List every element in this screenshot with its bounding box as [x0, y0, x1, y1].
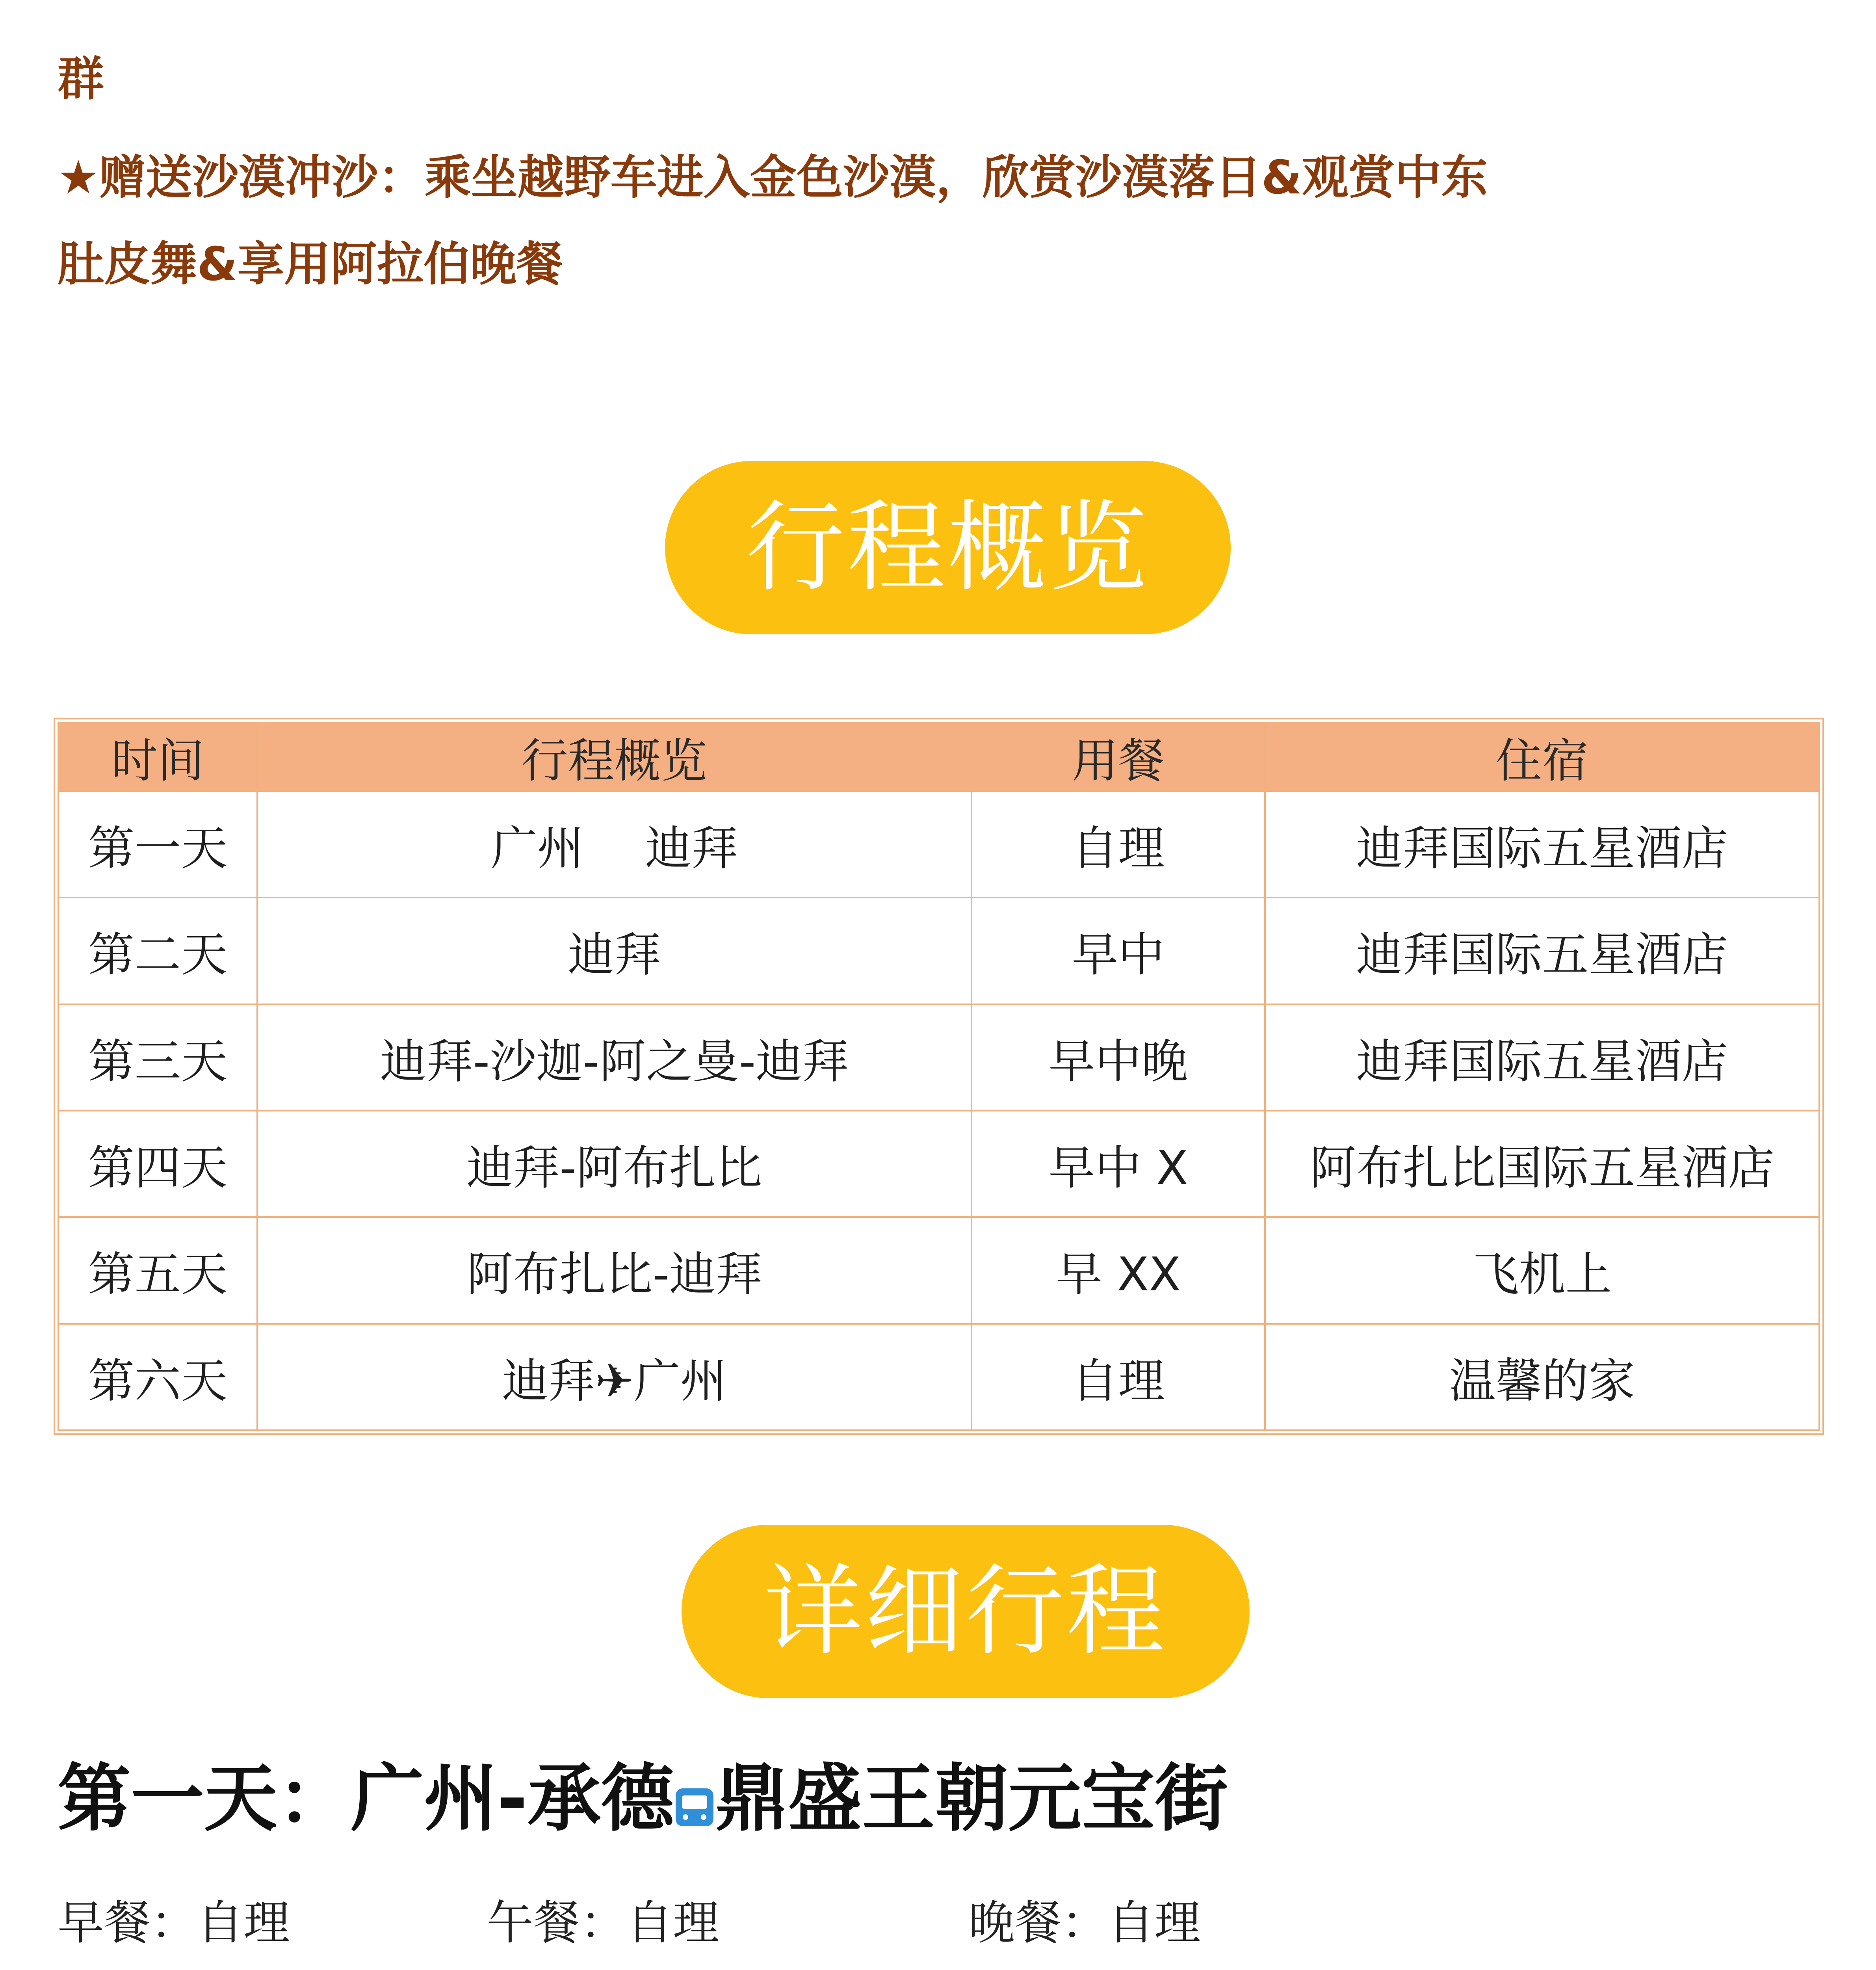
day-1-dinner: 晚餐：自理	[968, 1896, 1201, 1950]
header-route: 行程概览	[257, 723, 971, 791]
day-1-heading-part-1: 第一天：广州-承德	[58, 1756, 674, 1841]
intro-line-1: 群	[58, 52, 104, 106]
table-row	[58, 898, 1819, 1004]
day-cell: 第二天	[58, 898, 257, 1004]
table-header-row	[58, 723, 1819, 791]
route-cell: 迪拜✈广州	[257, 1324, 971, 1430]
table-row	[58, 1324, 1819, 1430]
hotel-cell: 飞机上	[1265, 1217, 1819, 1323]
route-cell: 广州 迪拜	[257, 791, 971, 898]
detail-section-title: 详细行程	[682, 1525, 1250, 1698]
intro-line-3: 肚皮舞&享用阿拉伯晚餐	[58, 237, 563, 291]
meals-cell: 自理	[971, 791, 1265, 898]
header-hotel: 住宿	[1265, 723, 1819, 791]
meals-cell: 早 XX	[971, 1217, 1265, 1323]
day-1-heading	[58, 1755, 1228, 1842]
day-1-breakfast: 早餐：自理	[58, 1896, 290, 1950]
hotel-cell: 温馨的家	[1265, 1324, 1819, 1430]
day-cell: 第六天	[58, 1324, 257, 1430]
day-cell: 第三天	[58, 1004, 257, 1111]
route-cell: 阿布扎比-迪拜	[257, 1217, 971, 1323]
day-cell: 第一天	[58, 791, 257, 898]
day-1-lunch: 午餐：自理	[487, 1896, 720, 1950]
overview-section-title: 行程概览	[665, 461, 1231, 634]
header-time: 时间	[58, 723, 257, 791]
bus-icon	[676, 1788, 713, 1826]
table-row	[58, 1111, 1819, 1217]
meals-cell: 早中晚	[971, 1004, 1265, 1111]
itinerary-overview-table	[58, 722, 1820, 1431]
intro-line-2: ★赠送沙漠冲沙：乘坐越野车进入金色沙漠，欣赏沙漠落日&观赏中东	[58, 150, 1488, 204]
hotel-cell: 迪拜国际五星酒店	[1265, 791, 1819, 898]
table-row	[58, 1004, 1819, 1111]
meals-cell: 自理	[971, 1324, 1265, 1430]
route-cell: 迪拜-阿布扎比	[257, 1111, 971, 1217]
table-row	[58, 791, 1819, 898]
hotel-cell: 迪拜国际五星酒店	[1265, 1004, 1819, 1111]
day-1-heading-part-2: 鼎盛王朝元宝街	[715, 1756, 1228, 1841]
hotel-cell: 迪拜国际五星酒店	[1265, 898, 1819, 1004]
meals-cell: 早中	[971, 898, 1265, 1004]
day-cell: 第四天	[58, 1111, 257, 1217]
route-cell: 迪拜-沙迦-阿之曼-迪拜	[257, 1004, 971, 1111]
route-cell: 迪拜	[257, 898, 971, 1004]
table-row	[58, 1217, 1819, 1323]
hotel-cell: 阿布扎比国际五星酒店	[1265, 1111, 1819, 1217]
header-meals: 用餐	[971, 723, 1265, 791]
day-cell: 第五天	[58, 1217, 257, 1323]
meals-cell: 早中 X	[971, 1111, 1265, 1217]
